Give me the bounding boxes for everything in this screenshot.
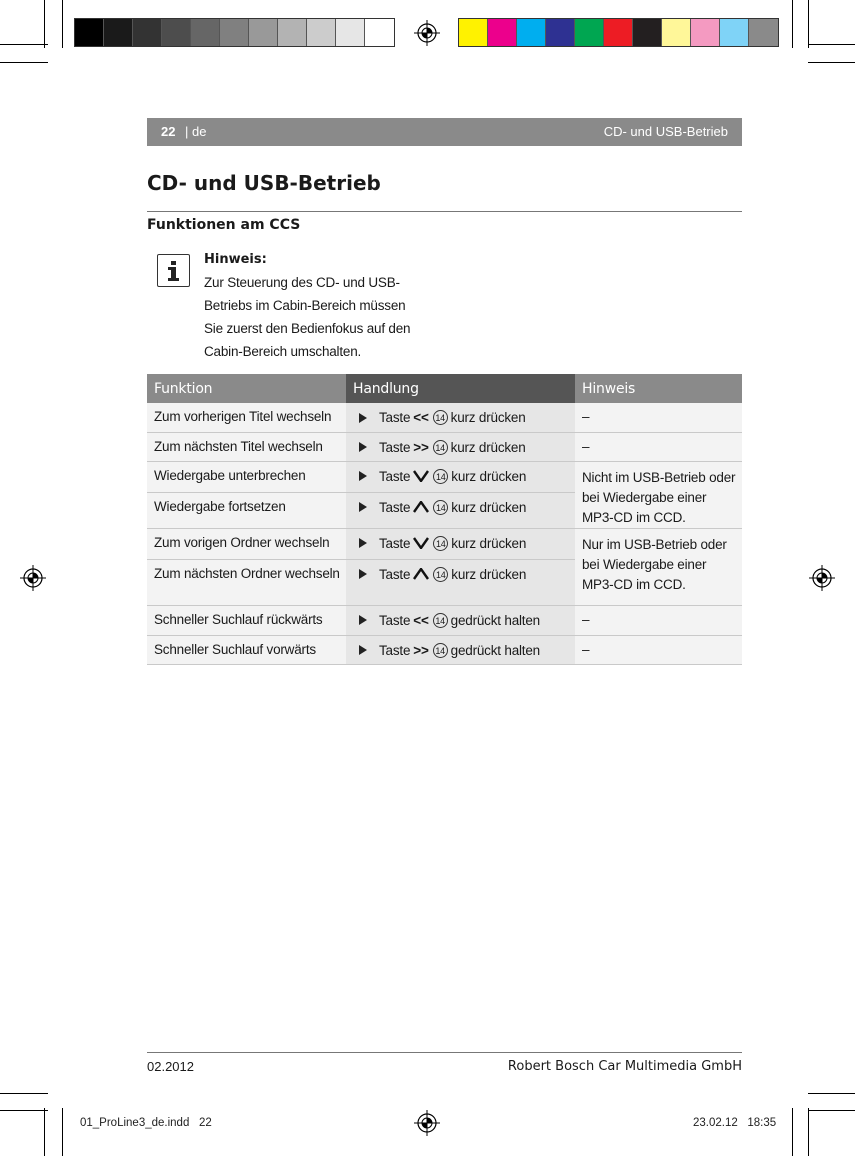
crop-mark bbox=[808, 0, 809, 48]
action-text: kurz drücken bbox=[450, 410, 526, 425]
crop-mark bbox=[0, 44, 48, 45]
gray-swatch bbox=[365, 19, 394, 46]
chevron-down-icon bbox=[413, 470, 429, 482]
gray-swatch bbox=[162, 19, 191, 46]
action-text: kurz drücken bbox=[451, 499, 527, 515]
registration-mark-icon bbox=[20, 565, 46, 591]
reference-number: 14 bbox=[433, 567, 448, 582]
action-cell bbox=[346, 432, 575, 461]
gray-swatch bbox=[249, 19, 278, 46]
hint-cell: Nicht im USB-Betrieb oder bei Wiedergabe einer MP3-CD im CCD. bbox=[575, 461, 742, 528]
crop-mark bbox=[44, 0, 45, 48]
footer-date: 02.2012 bbox=[147, 1059, 194, 1074]
color-swatch bbox=[575, 19, 604, 46]
column-header-function: Funktion bbox=[147, 374, 346, 403]
function-cell: Schneller Suchlauf rückwärts bbox=[147, 605, 346, 635]
table-row bbox=[147, 528, 742, 559]
bullet-triangle-icon bbox=[359, 442, 367, 452]
function-cell: Wiedergabe fortsetzen bbox=[147, 492, 346, 528]
bullet-triangle-icon bbox=[359, 615, 367, 625]
color-swatch bbox=[691, 19, 720, 46]
action-prefix: Taste bbox=[379, 612, 411, 628]
key-symbol: >> bbox=[413, 439, 429, 455]
action-prefix: Taste bbox=[379, 439, 411, 455]
note-text-line: Sie zuerst den Bedienfokus auf den bbox=[204, 321, 411, 336]
crop-mark bbox=[792, 1108, 793, 1156]
table-row bbox=[147, 461, 742, 492]
table-row bbox=[147, 403, 742, 432]
note-heading: Hinweis: bbox=[204, 252, 267, 267]
gray-swatch bbox=[104, 19, 133, 46]
bullet-triangle-icon bbox=[359, 471, 367, 481]
grayscale-bar bbox=[74, 18, 395, 47]
hint-cell: – bbox=[575, 432, 742, 461]
bullet-triangle-icon bbox=[359, 413, 367, 423]
function-table bbox=[147, 374, 742, 665]
function-cell: Zum nächsten Ordner wechseln bbox=[147, 559, 346, 605]
page-title: CD- und USB-Betrieb bbox=[147, 171, 381, 195]
action-content bbox=[353, 500, 569, 515]
color-swatch bbox=[749, 19, 778, 46]
gray-swatch bbox=[75, 19, 104, 46]
bullet-triangle-icon bbox=[359, 538, 367, 548]
function-cell: Zum vorigen Ordner wechseln bbox=[147, 528, 346, 559]
chevron-up-icon bbox=[413, 568, 429, 580]
divider bbox=[147, 211, 742, 212]
crop-mark bbox=[808, 62, 855, 63]
color-swatch bbox=[633, 19, 662, 46]
action-text: kurz drücken bbox=[450, 439, 526, 455]
reference-number: 14 bbox=[433, 643, 448, 658]
language-tag: | de bbox=[185, 124, 207, 139]
slug-filename: 01_ProLine3_de.indd bbox=[80, 1117, 190, 1129]
action-prefix: Taste bbox=[379, 468, 411, 484]
footer-divider bbox=[147, 1052, 742, 1053]
action-cell bbox=[346, 635, 575, 664]
crop-mark bbox=[808, 44, 855, 45]
registration-mark-icon bbox=[414, 1110, 440, 1136]
slug-timestamp bbox=[693, 1117, 776, 1129]
slug-file bbox=[80, 1117, 212, 1129]
color-swatch bbox=[662, 19, 691, 46]
action-content bbox=[353, 536, 569, 551]
action-text: kurz drücken bbox=[451, 535, 527, 551]
color-swatch bbox=[720, 19, 749, 46]
key-symbol: << bbox=[413, 612, 429, 628]
reference-number: 14 bbox=[433, 440, 448, 455]
action-content bbox=[353, 410, 569, 425]
function-cell: Wiedergabe unterbrechen bbox=[147, 461, 346, 492]
gray-swatch bbox=[336, 19, 365, 46]
color-swatch bbox=[604, 19, 633, 46]
crop-mark bbox=[808, 1093, 855, 1094]
reference-number: 14 bbox=[433, 410, 448, 425]
action-cell bbox=[346, 605, 575, 635]
crop-mark bbox=[0, 1093, 48, 1094]
footer-company: Robert Bosch Car Multimedia GmbH bbox=[507, 1059, 742, 1074]
info-icon bbox=[157, 254, 190, 287]
action-text: kurz drücken bbox=[451, 566, 527, 582]
action-content bbox=[353, 613, 569, 628]
crop-mark bbox=[62, 1108, 63, 1156]
crop-mark bbox=[62, 0, 63, 48]
table-header-row bbox=[147, 374, 742, 403]
action-content bbox=[353, 643, 569, 658]
crop-mark bbox=[792, 0, 793, 48]
slug-page: 22 bbox=[198, 1117, 212, 1129]
running-header bbox=[147, 118, 742, 146]
crop-mark bbox=[808, 1110, 855, 1111]
crop-mark bbox=[0, 62, 48, 63]
subsection-title: Funktionen am CCS bbox=[147, 217, 301, 233]
action-prefix: Taste bbox=[379, 642, 411, 658]
hint-cell: Nur im USB-Betrieb oder bei Wiedergabe einer MP3-CD im CCD. bbox=[575, 528, 742, 605]
registration-mark-icon bbox=[414, 20, 440, 46]
key-symbol: >> bbox=[413, 642, 429, 658]
page-number: 22 bbox=[161, 124, 176, 139]
bullet-triangle-icon bbox=[359, 502, 367, 512]
color-swatch bbox=[488, 19, 517, 46]
gray-swatch bbox=[307, 19, 336, 46]
action-prefix: Taste bbox=[379, 499, 411, 515]
action-cell bbox=[346, 461, 575, 492]
slug-time: 18:35 bbox=[747, 1117, 777, 1129]
function-cell: Schneller Suchlauf vorwärts bbox=[147, 635, 346, 664]
note-text-line: Zur Steuerung des CD- und USB- bbox=[204, 275, 400, 290]
color-swatch bbox=[459, 19, 488, 46]
table-row bbox=[147, 635, 742, 664]
action-content bbox=[353, 469, 569, 484]
chevron-up-icon bbox=[413, 501, 429, 513]
function-cell: Zum vorherigen Titel wechseln bbox=[147, 403, 346, 432]
action-text: gedrückt halten bbox=[450, 612, 540, 628]
color-swatch bbox=[517, 19, 546, 46]
hint-cell: – bbox=[575, 403, 742, 432]
crop-mark bbox=[0, 1110, 48, 1111]
crop-mark bbox=[44, 1108, 45, 1156]
key-symbol: << bbox=[413, 410, 429, 425]
column-header-hint: Hinweis bbox=[575, 374, 742, 403]
action-prefix: Taste bbox=[379, 410, 411, 425]
reference-number: 14 bbox=[433, 613, 448, 628]
bullet-triangle-icon bbox=[359, 569, 367, 579]
registration-mark-icon bbox=[809, 565, 835, 591]
crop-mark bbox=[808, 1108, 809, 1156]
gray-swatch bbox=[133, 19, 162, 46]
hint-cell: – bbox=[575, 635, 742, 664]
action-text: kurz drücken bbox=[451, 468, 527, 484]
bullet-triangle-icon bbox=[359, 645, 367, 655]
hint-cell: – bbox=[575, 605, 742, 635]
reference-number: 14 bbox=[433, 500, 448, 515]
table-row bbox=[147, 605, 742, 635]
action-cell bbox=[346, 528, 575, 559]
action-cell bbox=[346, 403, 575, 432]
action-prefix: Taste bbox=[379, 535, 411, 551]
action-content bbox=[353, 567, 569, 582]
action-content bbox=[353, 440, 569, 455]
reference-number: 14 bbox=[433, 536, 448, 551]
slug-date: 23.02.12 bbox=[693, 1117, 738, 1129]
action-text: gedrückt halten bbox=[450, 642, 540, 658]
gray-swatch bbox=[191, 19, 220, 46]
reference-number: 14 bbox=[433, 469, 448, 484]
action-cell bbox=[346, 492, 575, 528]
table-row bbox=[147, 432, 742, 461]
chevron-down-icon bbox=[413, 537, 429, 549]
process-color-bar bbox=[458, 18, 779, 47]
action-cell bbox=[346, 559, 575, 605]
note-text-line: Betriebs im Cabin-Bereich müssen bbox=[204, 298, 406, 313]
action-prefix: Taste bbox=[379, 566, 411, 582]
note-text-line: Cabin-Bereich umschalten. bbox=[204, 344, 362, 359]
color-swatch bbox=[546, 19, 575, 46]
column-header-action: Handlung bbox=[346, 374, 575, 403]
gray-swatch bbox=[278, 19, 307, 46]
section-title: CD- und USB-Betrieb bbox=[603, 124, 728, 139]
function-cell: Zum nächsten Titel wechseln bbox=[147, 432, 346, 461]
gray-swatch bbox=[220, 19, 249, 46]
